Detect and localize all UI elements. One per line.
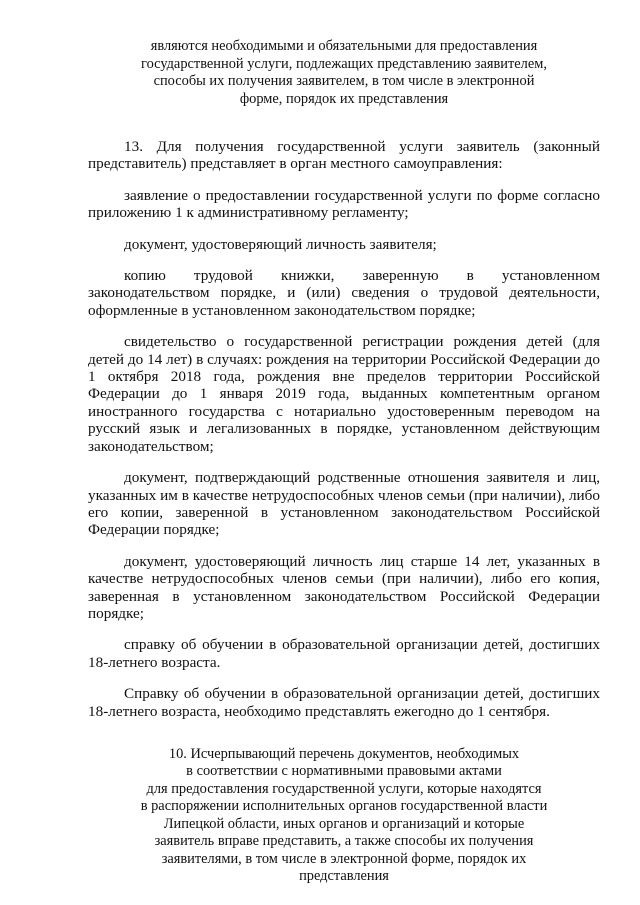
- paragraph-work-record: копию трудовой книжки, заверенную в установленном законодательством порядке, и (или) сведения о трудовой деятельности, оформленные в установленном законодательством порядке;: [88, 267, 600, 319]
- heading-line: заявителями, в том числе в электронной форме, порядок их: [161, 850, 527, 867]
- heading-line: являются необходимыми и обязательными для предоставления: [150, 38, 538, 54]
- paragraph-identity-document: документ, удостоверяющий личность заявителя;: [124, 235, 437, 253]
- paragraph-application: заявление о предоставлении государственной услуги по форме согласно приложению 1 к административному регламенту;: [88, 186, 600, 222]
- heading-line: 10. Исчерпывающий перечень документов, необходимых: [168, 745, 520, 762]
- heading-line: заявитель вправе представить, а также способы их получения: [154, 833, 534, 850]
- heading-line: представления: [299, 868, 389, 885]
- paragraph-kinship-document: документ, подтверждающий родственные отношения заявителя и лиц, указанных им в качестве нетрудоспособных членов семьи (при наличии), либо его копии, заверенной в установленном законодательством Российской Федерации порядке;: [88, 469, 600, 539]
- paragraph-annual-certificate: Справку об обучении в образовательной организации детей, достигших 18-летнего возраста, необходимо представлять ежегодно до 1 сентября.: [88, 685, 600, 720]
- heading-line: в распоряжении исполнительных органов государственной власти: [140, 798, 548, 815]
- heading-line: форме, порядок их представления: [239, 90, 449, 107]
- heading-line: государственной услуги, подлежащих представлению заявителем,: [141, 55, 547, 72]
- section-heading-continuation: [88, 0, 600, 108]
- paragraph-family-identity: документ, удостоверяющий личность лиц старше 14 лет, указанных в качестве нетрудоспособных членов семьи (при наличии), либо его копия, заверенная в установленном законодательством Российской Федерации порядке;: [88, 552, 600, 622]
- paragraph-item-13: 13. Для получения государственной услуги заявитель (законный представитель) представляет в орган местного самоуправления:: [88, 138, 600, 173]
- paragraph-birth-certificate: свидетельство о государственной регистрации рождения детей (для детей до 14 лет) в случаях: рождения на территории Российской Федерации до 1 октября 2018 года, рождения вне пределов территории Российской Федерации до 1 января 2019 года, выданных компетентным органом иностранного государства с нотариально удостоверенным переводом на русский язык и легализованных в порядке, установленном действующим законодательством;: [88, 333, 600, 455]
- heading-line: для предоставления государственной услуги, которые находятся: [146, 780, 542, 797]
- heading-line: Липецкой области, иных органов и организаций и которые: [163, 815, 525, 832]
- heading-line: в соответствии с нормативными правовыми актами: [186, 763, 502, 780]
- paragraph-study-certificate: справку об обучении в образовательной организации детей, достигших 18-летнего возраста.: [88, 636, 600, 671]
- section-heading-10: [88, 746, 600, 886]
- heading-line: способы их получения заявителем, в том числе в электронной: [153, 73, 535, 89]
